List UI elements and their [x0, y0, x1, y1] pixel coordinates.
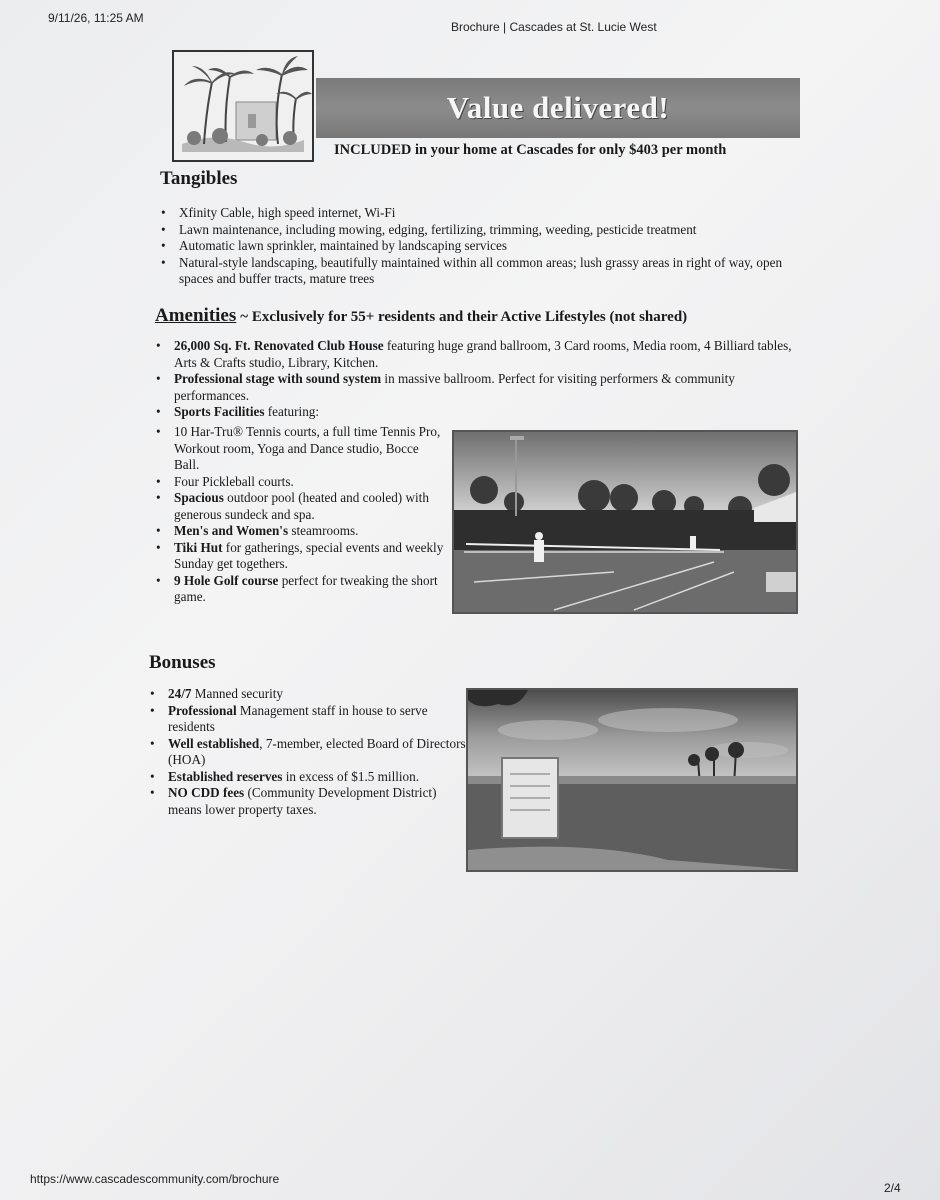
- tangibles-list: [160, 205, 790, 288]
- list-item: • Men's and Women's steamrooms.: [155, 523, 445, 540]
- list-item: • Spacious outdoor pool (heated and cooled) with generous sundeck and spa.: [155, 490, 445, 523]
- amenities-subheading: ~ Exclusively for 55+ residents and their Active Lifestyles (not shared): [240, 309, 688, 325]
- list-item: • Well established, 7-member, elected Board of Directors (HOA): [149, 736, 467, 769]
- list-item: • Tiki Hut for gatherings, special events and weekly Sunday get togethers.: [155, 540, 445, 573]
- list-item: • 26,000 Sq. Ft. Renovated Club House featuring huge grand ballroom, 3 Card rooms, Media room, 4 Billiard tables, Arts & Crafts studio, Library, Kitchen.: [155, 338, 795, 371]
- bonuses-list: [149, 686, 467, 818]
- bonuses-heading: Bonuses: [149, 652, 216, 673]
- print-page-title: Brochure | Cascades at St. Lucie West: [451, 20, 657, 34]
- list-item: • Established reserves in excess of $1.5 million.: [149, 769, 467, 786]
- print-url: https://www.cascadescommunity.com/brochure: [30, 1172, 280, 1186]
- tangibles-heading: Tangibles: [160, 168, 238, 189]
- print-page-number: 2/4: [884, 1181, 901, 1195]
- banner-title: Value delivered!: [446, 90, 670, 125]
- print-timestamp: 9/11/26, 11:25 AM: [48, 11, 144, 25]
- list-item: • Lawn maintenance, including mowing, edging, fertilizing, trimming, weeding, pesticide treatment: [160, 222, 790, 239]
- list-item: • 24/7 Manned security: [149, 686, 467, 703]
- included-price-line: INCLUDED in your home at Cascades for only $403 per month: [334, 142, 727, 158]
- list-item: • Four Pickleball courts.: [155, 474, 445, 491]
- list-item: • 9 Hole Golf course perfect for tweaking the short game.: [155, 573, 445, 606]
- list-item: • Professional Management staff in house to serve residents: [149, 703, 467, 736]
- tennis-court-photo: [452, 430, 798, 614]
- list-item: • Sports Facilities featuring:: [155, 404, 795, 421]
- amenities-list-top: [155, 338, 795, 421]
- palm-tree-illustration: [172, 50, 314, 162]
- list-item: • Natural-style landscaping, beautifully maintained within all common areas; lush grassy areas in right of way, open spaces and buffer tracts, mature trees: [160, 255, 790, 288]
- list-item: • Automatic lawn sprinkler, maintained by landscaping services: [160, 238, 790, 255]
- community-grounds-photo: [466, 688, 798, 872]
- amenities-heading: Amenities: [155, 305, 237, 326]
- list-item: • Professional stage with sound system in massive ballroom. Perfect for visiting performers & community performances.: [155, 371, 795, 404]
- value-delivered-banner: [316, 78, 800, 138]
- amenities-heading-row: [155, 305, 687, 327]
- amenities-list-bottom: [155, 424, 445, 606]
- list-item: • NO CDD fees (Community Development District) means lower property taxes.: [149, 785, 467, 818]
- list-item: • 10 Har-Tru® Tennis courts, a full time Tennis Pro, Workout room, Yoga and Dance studio, Bocce Ball.: [155, 424, 445, 474]
- list-item: • Xfinity Cable, high speed internet, Wi-Fi: [160, 205, 790, 222]
